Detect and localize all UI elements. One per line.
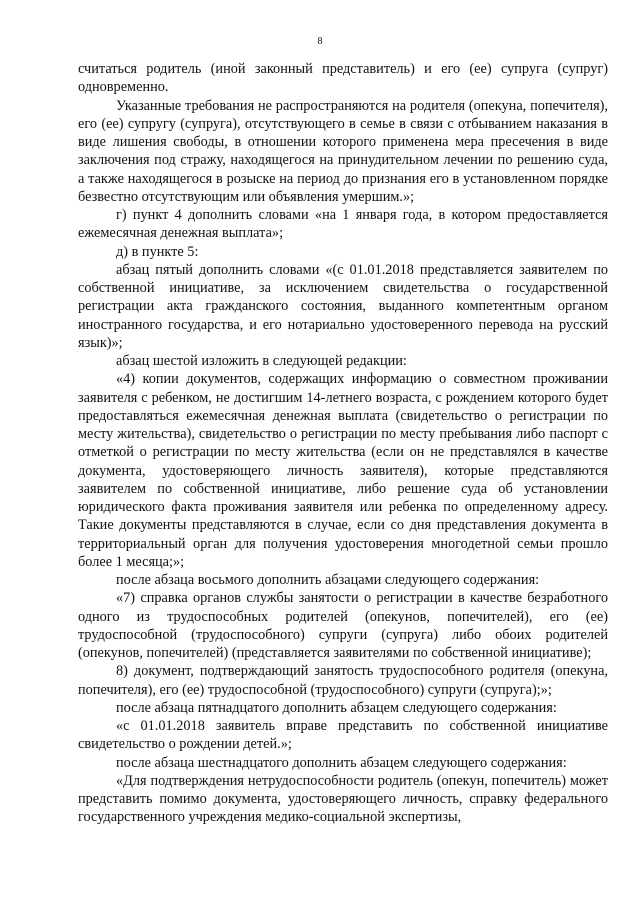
paragraph: после абзаца пятнадцатого дополнить абзацем следующего содержания: [116, 699, 557, 716]
paragraph: абзац шестой изложить в следующей редакции: [116, 353, 407, 369]
paragraph: после абзаца восьмого дополнить абзацами следующего содержания: [116, 572, 540, 588]
paragraph: абзац пятый дополнить словами «(с 01.01.2018 представляется заявителем по собственной инициативе, за исключением свидетельства о государственной регистрации акта гражданского состояния, выданного компетентным органом иностранного государства, и его нотариально удостоверенного перевода на русский язык)»; [78, 261, 608, 351]
paragraph: считаться родитель (иной законный представитель) и его (ее) супруга (супруг) одновременно. [78, 61, 608, 96]
paragraph: 8) документ, подтверждающий занятость трудоспособного родителя (опекуна, попечителя), его (ее) трудоспособной (трудоспособного) супруги (супруга);»; [78, 663, 608, 698]
paragraph: Указанные требования не распространяются на родителя (опекуна, попечителя), его (ее) супругу (супруга), отсутствующего в семье в связи с отбыванием наказания в виде лишения свободы, в отношении которого применена мера пресечения в виде заключения под стражу, находящегося на принудительном лечении по решению суда, а также находящегося в розыске на период до признания его в установленном порядке безвестно отсутствующим или объявления умершим.»; [78, 97, 608, 205]
paragraph: «с 01.01.2018 заявитель вправе представить по собственной инициативе свидетельство о рождении детей.»; [78, 718, 608, 753]
paragraph: после абзаца шестнадцатого дополнить абзацем следующего содержания: [116, 754, 567, 771]
paragraph: «4) копии документов, содержащих информацию о совместном проживании заявителя с ребенком, не достигшим 14-летнего возраста, с рождением которого будет предоставляться ежемесячная денежная выплата (свидетельство о регистрации по месту жительства), свидетельство о регистрации по месту пребывания либо паспорт с отметкой о регистрации по месту жительства (если он не представлялся в качестве документа, удостоверяющего личность заявителя), которые представляются заявителем по собственной инициативе, либо решение суда об установлении юридического факта проживания заявителя или ребенка по определенному адресу. Такие документы представляются в случае, если со дня представления документа в территориальный орган для получения удостоверения многодетной семьи прошло более 1 месяца;»; [78, 371, 608, 570]
paragraph: «Для подтверждения нетрудоспособности родитель (опекун, попечитель) может представить помимо документа, удостоверяющего личность, справку федерального государственного учреждения медико-социальной экспертизы, [78, 772, 608, 826]
paragraph: «7) справка органов службы занятости о регистрации в качестве безработного одного из трудоспособных родителей (опекунов, попечителей), его (ее) трудоспособной (трудоспособного) супруги (супруга) либо обоих родителей (опекунов, попечителей) (представляется заявителями по собственной инициативе); [78, 590, 608, 661]
document-body [78, 60, 608, 827]
page-number: 8 [317, 36, 323, 47]
paragraph: д) в пункте 5: [116, 243, 199, 260]
paragraph: г) пункт 4 дополнить словами «на 1 января года, в котором предоставляется ежемесячная денежная выплата»; [78, 207, 608, 242]
